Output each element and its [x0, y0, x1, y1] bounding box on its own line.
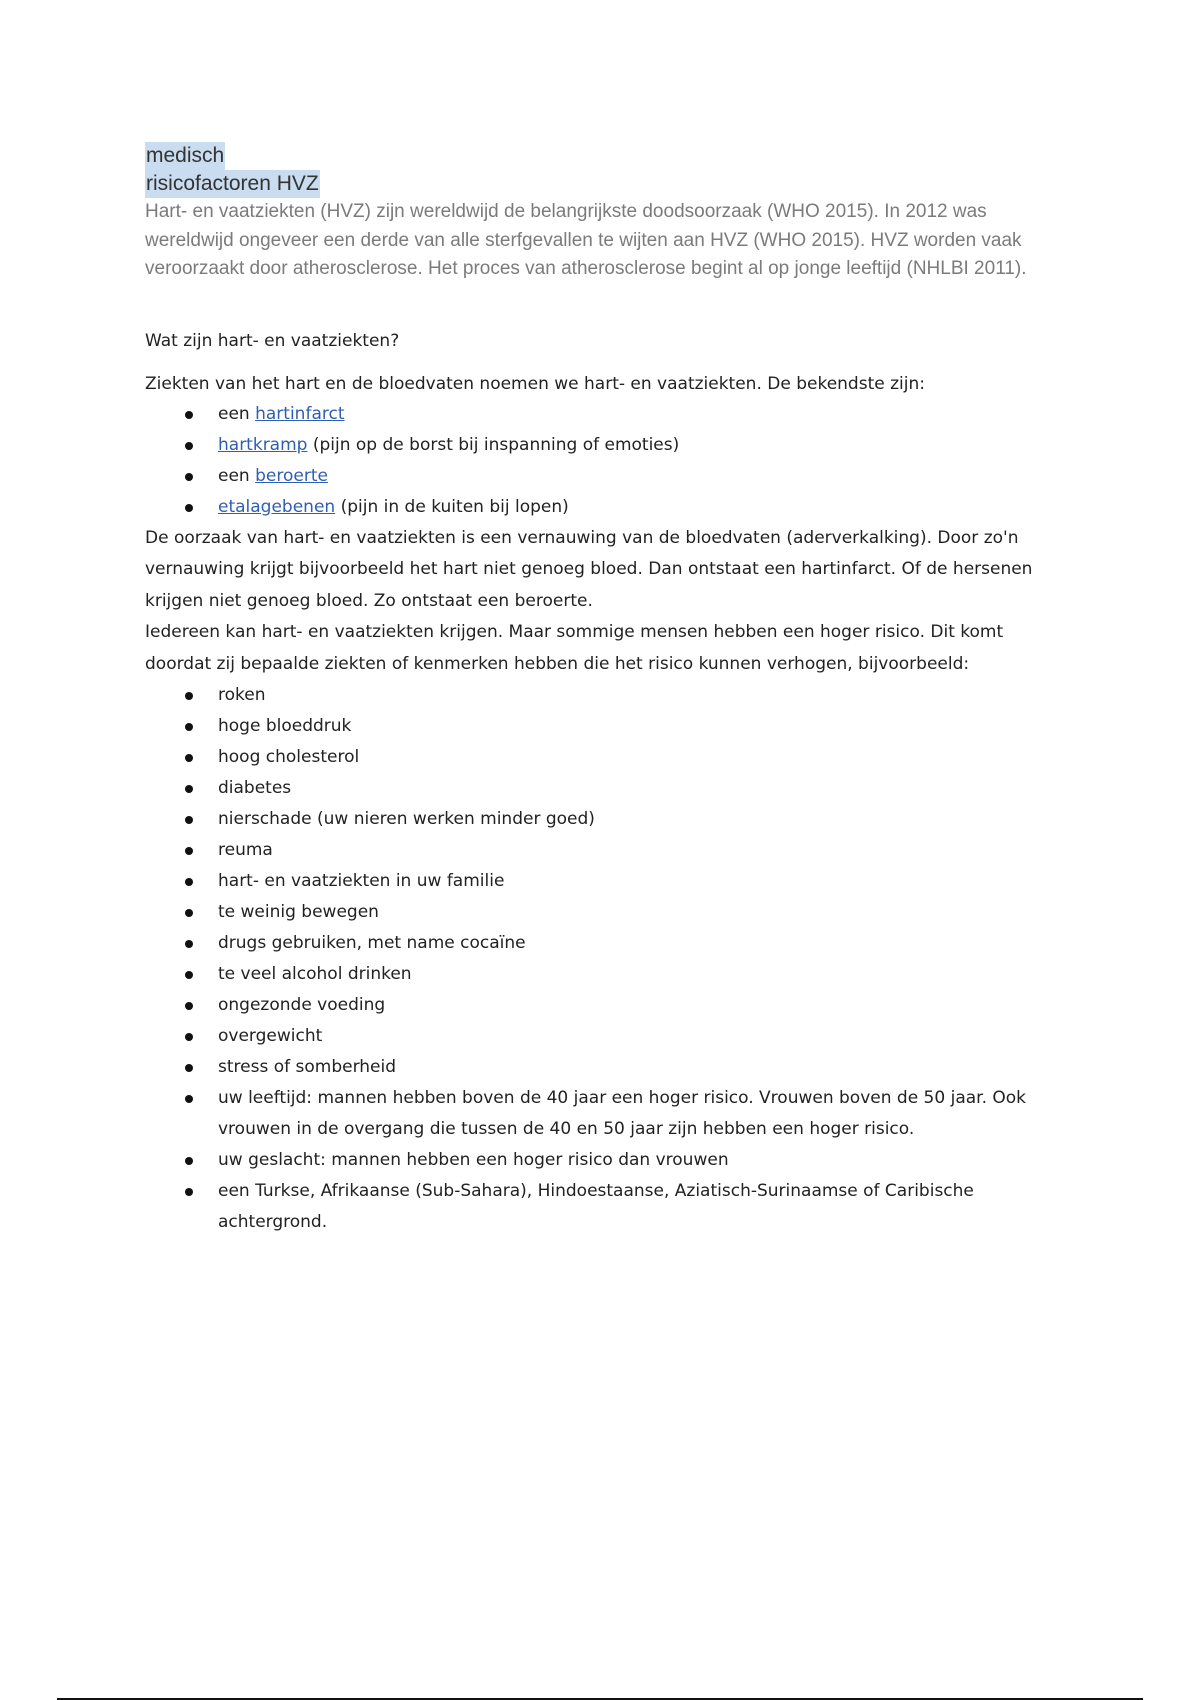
list-item: diabetes	[145, 773, 1065, 804]
body-section	[145, 326, 1065, 1239]
disease-list	[145, 399, 1065, 523]
list-item: reuma	[145, 835, 1065, 866]
list-item: uw leeftijd: mannen hebben boven de 40 jaar een hoger risico. Vrouwen boven de 50 jaar. Ook vrouwen in de overgang die tussen de 40 en 50 jaar zijn hebben een hoger risico.	[145, 1083, 1065, 1145]
link-etalagebenen[interactable]: etalagebenen	[218, 496, 336, 517]
list-item: een Turkse, Afrikaanse (Sub-Sahara), Hindoestaanse, Aziatisch-Surinaamse of Caribische achtergrond.	[145, 1176, 1065, 1238]
link-beroerte[interactable]: beroerte	[255, 465, 328, 486]
list-item: overgewicht	[145, 1021, 1065, 1052]
list-item: stress of somberheid	[145, 1052, 1065, 1083]
list-item	[145, 461, 1065, 492]
paragraph-diseases-intro: Ziekten van het hart en de bloedvaten noemen we hart- en vaatziekten. De bekendste zijn:	[145, 373, 925, 394]
intro-paragraph: Hart- en vaatziekten (HVZ) zijn wereldwijd de belangrijkste doodsoorzaak (WHO 2015). In 2012 was wereldwijd ongeveer een derde van alle sterfgevallen te wijten aan HVZ (WHO 2015). HVZ worden vaak veroorzaakt door atherosclerose. Het proces van atherosclerose begint al op jonge leeftijd (NHLBI 2011).	[145, 201, 1027, 279]
tag-block	[145, 142, 1065, 198]
tag-risicofactoren: risicofactoren HVZ	[145, 170, 320, 198]
section-question: Wat zijn hart- en vaatziekten?	[145, 330, 400, 351]
list-item	[145, 492, 1065, 523]
risk-list	[145, 680, 1065, 1238]
link-hartkramp[interactable]: hartkramp	[218, 434, 308, 455]
list-item: te veel alcohol drinken	[145, 959, 1065, 990]
list-item	[145, 430, 1065, 461]
list-item: te weinig bewegen	[145, 897, 1065, 928]
list-item: hoog cholesterol	[145, 742, 1065, 773]
tag-medisch: medisch	[145, 142, 225, 170]
list-item	[145, 399, 1065, 430]
paragraph-cause: De oorzaak van hart- en vaatziekten is een vernauwing van de bloedvaten (aderverkalking). Door zo'n vernauwing krijgt bijvoorbeeld het hart niet genoeg bloed. Dan ontstaat een hartinfarct. Of de hersenen krijgen niet genoeg bloed. Zo ontstaat een beroerte.	[145, 527, 1033, 611]
item-suffix: (pijn op de borst bij inspanning of emoties)	[307, 434, 680, 455]
document-page	[145, 142, 1065, 1238]
item-prefix: een	[218, 465, 256, 486]
list-item: drugs gebruiken, met name cocaïne	[145, 928, 1065, 959]
list-item: roken	[145, 680, 1065, 711]
list-item: hoge bloeddruk	[145, 711, 1065, 742]
list-item: ongezonde voeding	[145, 990, 1065, 1021]
list-item: nierschade (uw nieren werken minder goed)	[145, 804, 1065, 835]
list-item: hart- en vaatziekten in uw familie	[145, 866, 1065, 897]
list-item: uw geslacht: mannen hebben een hoger risico dan vrouwen	[145, 1145, 1065, 1176]
paragraph-risk-intro: Iedereen kan hart- en vaatziekten krijgen. Maar sommige mensen hebben een hoger risico. Dit komt doordat zij bepaalde ziekten of kenmerken hebben die het risico kunnen verhogen, bijvoorbeeld:	[145, 622, 1004, 674]
item-suffix: (pijn in de kuiten bij lopen)	[335, 496, 569, 517]
item-prefix: een	[218, 403, 256, 424]
link-hartinfarct[interactable]: hartinfarct	[255, 403, 345, 424]
